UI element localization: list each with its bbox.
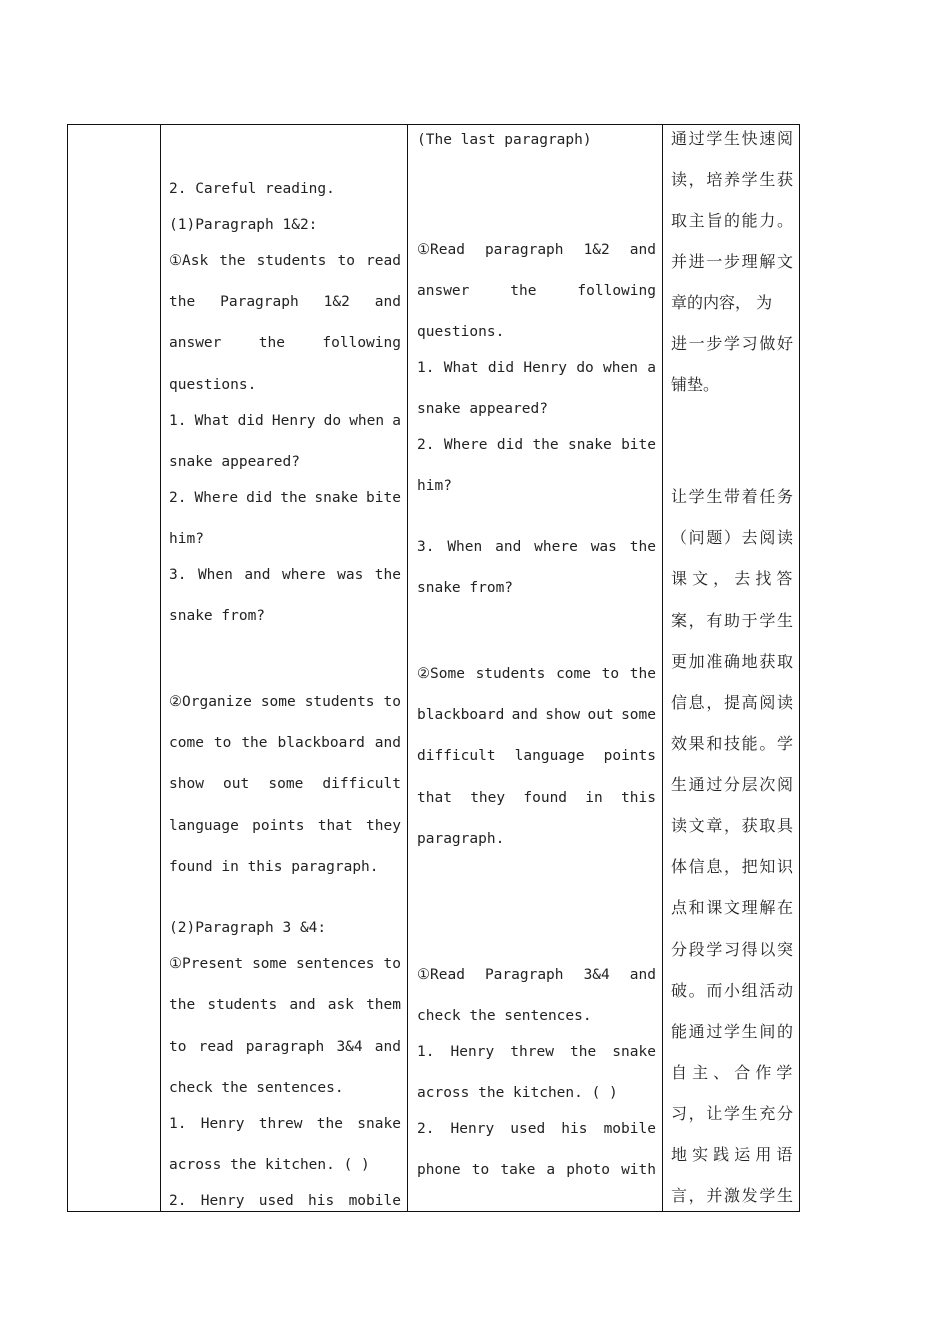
question-line: 1. What did Henry do when a [169, 413, 401, 429]
read-line: questions. [417, 324, 505, 340]
lesson-plan-table [67, 124, 800, 1212]
question-line: 3. When and where was the [169, 567, 401, 583]
read-line: ①Read Paragraph 3&4 and [417, 967, 656, 983]
read-line: check the sentences. [417, 1008, 592, 1024]
task-line: the students and ask them [169, 997, 401, 1013]
intent-line: 点和课文理解在 [671, 898, 793, 917]
question-line: 2. Where did the snake bite [169, 490, 401, 506]
stage-column [68, 125, 160, 1211]
intent-line: 让学生带着任务 [671, 487, 793, 506]
sentence-line: 2. Henry used his mobile [417, 1121, 656, 1137]
intent-line: 地 实 践 运 用 语 [671, 1145, 793, 1164]
intent-line: 体信息，把知识 [671, 857, 793, 876]
students-line: ②Some students come to the [417, 666, 656, 682]
question-line: snake appeared? [417, 401, 548, 417]
paragraph-3-4-heading: (2)Paragraph 3 &4: [169, 920, 327, 936]
question-line: snake from? [417, 580, 514, 596]
organize-line: language points that they [169, 818, 401, 834]
task-line: to read paragraph 3&4 and [169, 1039, 401, 1055]
sentence-line: 1. Henry threw the snake [417, 1044, 656, 1060]
student-activity-column [408, 125, 663, 1211]
students-line: difficult language points [417, 748, 656, 764]
intent-line: 能通过学生间的 [671, 1022, 793, 1041]
question-line: 2. Where did the snake bite [417, 437, 656, 453]
intent-line: 效果和技能。学 [671, 734, 793, 753]
teacher-activity-column [161, 125, 408, 1211]
intent-line: 进一步学习做好 [671, 334, 793, 353]
question-line: 1. What did Henry do when a [417, 360, 656, 376]
read-line: ①Read paragraph 1&2 and [417, 242, 656, 258]
task-line: ①Ask the students to read [169, 253, 401, 269]
organize-line: come to the blackboard and [169, 735, 401, 751]
question-line: him? [169, 531, 204, 547]
intent-line: 并进一步理解文 [671, 252, 793, 271]
sentence-line: across the kitchen. ( ) [417, 1085, 618, 1101]
intent-line: 案，有助于学生 [671, 611, 793, 630]
intent-line: 读，培养学生获 [671, 170, 793, 189]
students-line: paragraph. [417, 831, 505, 847]
task-line: check the sentences. [169, 1080, 344, 1096]
intent-line: 生通过分层次阅 [671, 775, 793, 794]
question-line: snake appeared? [169, 454, 300, 470]
intent-line: 分段学习得以突 [671, 940, 793, 959]
students-line: that they found in this [417, 790, 656, 806]
sentence-line: 1. Henry threw the snake [169, 1116, 401, 1132]
organize-line: found in this paragraph. [169, 859, 379, 875]
intent-line: 章的内容， 为 [671, 293, 773, 312]
intent-line: （问题）去阅读 [671, 528, 793, 547]
intent-line: 读文章，获取具 [671, 816, 793, 835]
intent-line: 铺垫。 [671, 375, 720, 394]
intent-line: 取主旨的能力。 [671, 211, 793, 230]
intent-line: 破。而小组活动 [671, 981, 793, 1000]
question-line: snake from? [169, 608, 266, 624]
careful-reading-heading: 2. Careful reading. [169, 181, 335, 197]
intent-line: 言，并激发学生 [671, 1186, 793, 1205]
task-line: questions. [169, 377, 257, 393]
task-line: the Paragraph 1&2 and [169, 294, 401, 310]
organize-line: ②Organize some students to [169, 694, 401, 710]
sentence-line: 2. Henry used his mobile [169, 1193, 401, 1209]
design-intent-column [663, 125, 801, 1211]
read-line: answer the following [417, 283, 656, 299]
intent-line: 习，让学生充分 [671, 1104, 793, 1123]
students-line: blackboard and show out some [417, 707, 656, 723]
intent-line: 信息，提高阅读 [671, 693, 793, 712]
sentence-line: phone to take a photo with [417, 1162, 656, 1178]
last-paragraph-label: (The last paragraph) [417, 132, 592, 148]
intent-line: 课 文 ， 去 找 答 [671, 569, 793, 588]
intent-line: 通过学生快速阅 [671, 129, 793, 148]
question-line: 3. When and where was the [417, 539, 656, 555]
sentence-line: across the kitchen. ( ) [169, 1157, 370, 1173]
organize-line: show out some difficult [169, 776, 401, 792]
intent-line: 更加准确地获取 [671, 652, 793, 671]
question-line: him? [417, 478, 452, 494]
intent-line: 自 主 、 合 作 学 [671, 1063, 793, 1082]
task-line: answer the following [169, 335, 401, 351]
task-line: ①Present some sentences to [169, 956, 401, 972]
paragraph-1-2-heading: (1)Paragraph 1&2: [169, 217, 318, 233]
